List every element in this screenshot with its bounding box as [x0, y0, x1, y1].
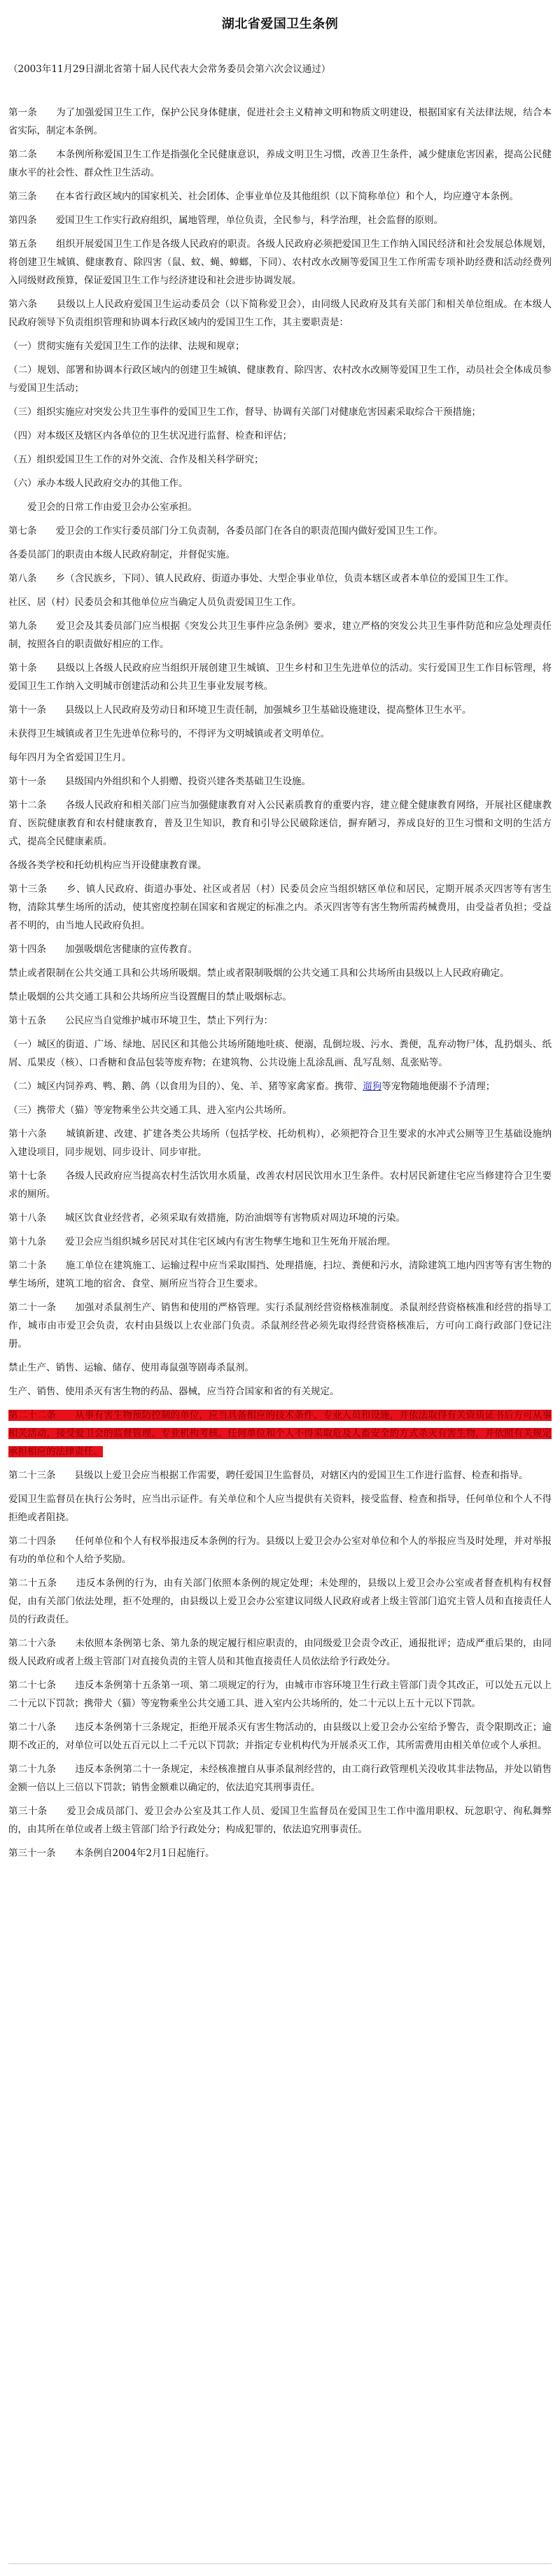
article-paragraph [8, 1101, 552, 1119]
paragraph-text: 第十三条 乡、镇人民政府、街道办事处、社区或者居（村）民委员会应当组织辖区单位和居民，定期开展杀灭四害等有害生物，清除其孳生场所的活动，使其密度控制在国家和省规定的标准之内。杀灭四害等有害生物所需药械费用，由受益者负担；受益者不明的，由当地人民政府负担。 [8, 884, 552, 931]
paragraph-text: 社区、居（村）民委员会和其他单位应当确定人员负责爱国卫生工作。 [8, 597, 302, 608]
article-paragraph [8, 211, 552, 229]
article-paragraph [8, 337, 552, 355]
paragraph-text: 未获得卫生城镇或者卫生先进单位称号的，不得评为文明城镇或者文明单位。 [8, 728, 330, 739]
article-paragraph [8, 1574, 552, 1629]
article-paragraph [8, 427, 552, 445]
paragraph-text: 第二十六条 未依照本条例第七条、第九条的规定履行相应职责的，由同级爱卫会责令改正，通报批评；造成严重后果的，由同级人民政府或者上级主管部门对直接负责的主管人员和其他直接责任人员依法给予行政处分。 [8, 1638, 552, 1667]
article-paragraph [8, 498, 552, 516]
paragraph-text: （一）贯彻实施有关爱国卫生工作的法律、法规和规章； [8, 341, 245, 352]
article-paragraph [8, 1760, 552, 1797]
paragraph-text: 各委员部门的职责由本级人民政府制定，并督促实施。 [8, 549, 235, 560]
paragraph-text: 第二十七条 违反本条例第十五条第一项、第二项规定的行为，由城市市容环境卫生行政主管部门责令其改正，可以处五元以上二十元以下罚款；携带犬（猫）等宠物乘坐公共交通工具、进入室内公共场所的，处二十元以上五十元以下罚款。 [8, 1680, 552, 1709]
article-paragraph [8, 964, 552, 982]
article-paragraph [8, 1012, 552, 1030]
paragraph-text: 第十九条 爱卫会应当组织城乡居民对其住宅区域内有害生物孳生地和卫生死角开展治理。 [8, 1236, 396, 1247]
paragraph-text: 第十六条 城镇新建、改建、扩建各类公共场所（包括学校、托幼机构），必须把符合卫生要求的水冲式公厕等卫生基础设施纳入建设项目，同步规划、同步设计、同步审批。 [8, 1128, 552, 1158]
paragraph-text: 第四条 爱国卫生工作实行政府组织，属地管理，单位负责，全民参与，科学治理，社会监督的原则。 [8, 215, 443, 226]
article-paragraph [8, 1233, 552, 1251]
paragraph-text: 禁止生产、销售、运输、储存、使用毒鼠强等剧毒杀鼠剂。 [8, 1362, 254, 1373]
article-paragraph [8, 1634, 552, 1671]
paragraph-text: （一）城区的街道、广场、绿地、居民区和其他公共场所随地吐痰、便溺，乱倒垃圾、污水、粪便，乱弃动物尸体，乱扔烟头、纸屑、瓜果皮（核）、口香糖和食品包装等废弃物；在建筑物、公共设施上乱涂乱画、乱写乱刻、乱张贴等。 [8, 1039, 552, 1068]
article-paragraph [8, 1718, 552, 1755]
article-paragraph [8, 940, 552, 958]
article-paragraph [8, 1359, 552, 1377]
paragraph-text: （四）对本级区及辖区内各单位的卫生状况进行监督、检查和评估； [8, 430, 292, 441]
paragraph-text: 第一条 为了加强爱国卫生工作，保护公民身体健康，促进社会主义精神文明和物质文明建设，根据国家有关法律法规，结合本省实际，制定本条例。 [8, 107, 552, 136]
paragraph-text: 第五条 组织开展爱国卫生工作是各级人民政府的职责。各级人民政府必须把爱国卫生工作纳入国民经济和社会发展总体规划，将创建卫生城镇、健康教育、除四害（鼠、蚊、蝇、蟑螂，下同）、农村改水改厕等爱国卫生工作所需专项补助经费和活动经费列入同级财政预算，保证爱国卫生工作与经济建设和社会进步协调发展。 [8, 239, 552, 286]
paragraph-text: 第七条 爱卫会的工作实行委员部门分工负责制，各委员部门在各自的职责范围内做好爱国卫生工作。 [8, 525, 443, 537]
paragraph-text: 第二十八条 违反本条例第十三条规定，拒绝开展杀灭有害生物活动的，由县级以上爱卫会办公室给予警告，责令限期改正；逾期不改正的，对单位可以处五百元以上二千元以下罚款；并指定专业机构代为开展杀灭工作，其所需费用由相关单位或个人承担。 [8, 1722, 552, 1751]
article-paragraph [8, 1298, 552, 1353]
document-title: 湖北省爱国卫生条例 [221, 17, 339, 31]
paragraph-text: （六）承办本级人民政府交办的其他工作。 [8, 478, 188, 489]
article-paragraph [8, 146, 552, 182]
paragraph-text: 各级各类学校和托幼机构应当开设健康教育课。 [8, 860, 207, 871]
article-paragraph [8, 796, 552, 851]
article-paragraph [8, 1382, 552, 1401]
paragraph-text: 第二十一条 加强对杀鼠剂生产、销售和使用的严格管理。实行杀鼠剂经营资格核准制度。杀鼠剂经营资格核准和经营的指导工作，城市由市爱卫会负责，农村由县级以上农业部门负责。杀鼠剂经营必须先取得经营资格核准后，方可向工商行政部门登记注册。 [8, 1302, 552, 1350]
paragraph-text: 禁止或者限制在公共交通工具和公共场所吸烟。禁止或者限制吸烟的公共交通工具和公共场所由县级以上人民政府确定。 [8, 968, 510, 979]
article-paragraph [8, 593, 552, 611]
article-paragraph [8, 1676, 552, 1713]
article-paragraph [8, 522, 552, 540]
article-paragraph [8, 1035, 552, 1072]
paragraph-text: 第六条 县级以上人民政府爱国卫生运动委员会（以下简称爱卫会），由同级人民政府及其有关部门和相关单位组成。在本级人民政府领导下负责组织管理和协调本行政区域内的爱国卫生工作，其主要职责是： [8, 299, 552, 328]
paragraph-text: 第十二条 各级人民政府和相关部门应当加强健康教育对入公民素质教育的重要内容，建立健全健康教育网络，开展社区健康教育、医院健康教育和农村健康教育，普及卫生知识，教育和引导公民破除迷信，摒弃陋习，养成良好的卫生习惯和文明的生活方式，提高全民健康素质。 [8, 800, 552, 847]
bottom-divider [8, 2563, 552, 2564]
inline-link[interactable]: 遛狗 [363, 1081, 382, 1092]
paragraph-text: （五）组织爱国卫生工作的对外交流、合作及相关科学研究； [8, 454, 264, 465]
article-paragraph [8, 659, 552, 695]
article-paragraph [8, 361, 552, 397]
article-paragraph [8, 1125, 552, 1161]
article-paragraph [8, 295, 552, 332]
article-paragraph [8, 569, 552, 588]
article-paragraph [8, 1167, 552, 1203]
article-paragraph [8, 104, 552, 140]
highlighted-text: 第二十二条 从事有害生物预防控制的单位，应当具备相应的技术条件、专业人员和设施，并依法取得有关资质证书后方可从事相关活动，接受爱卫会的监督管理、专业机构考核。任何单位和个人不得采取危及人畜安全的方式杀灭有害生物，并依照有关规定承担相应的法律责任。 [8, 1410, 552, 1457]
article-paragraph [8, 1466, 552, 1485]
paragraph-text: 每年四月为全省爱国卫生月。 [8, 752, 132, 763]
paragraph-text: 第二十九条 违反本条例第二十一条规定，未经核准擅自从事杀鼠剂经营的，由工商行政管理机关没收其非法物品，并处以销售金额一倍以上三倍以下罚款；销售金额难以确定的，依法追究其刑事责任。 [8, 1764, 552, 1793]
paragraph-text: 第十四条 加强吸烟危害健康的宣传教育。 [8, 944, 197, 955]
paragraph-text: 第三条 在本省行政区域内的国家机关、社会团体、企事业单位及其他组织（以下简称单位）和个人，均应遵守本条例。 [8, 191, 519, 202]
paragraph-text: 第十一条 县级以上人民政府及劳动日和环境卫生责任制，加强城乡卫生基础设施建设，提高整体卫生水平。 [8, 705, 472, 716]
document-body [8, 60, 552, 1862]
article-paragraph [8, 701, 552, 719]
article-paragraph [8, 725, 552, 743]
article-paragraph [8, 1077, 552, 1096]
paragraph-text: 第三十一条 本条例自2004年2月1日起施行。 [8, 1848, 215, 1859]
article-paragraph [8, 187, 552, 206]
paragraph-text: 第十一条 县级国内外组织和个人捐赠、投资兴建各类基础卫生设施。 [8, 776, 311, 787]
paragraph-text: 爱卫会的日常工作由爱卫会办公室承担。 [8, 502, 197, 513]
article-paragraph [8, 60, 552, 78]
paragraph-text: 爱国卫生监督员在执行公务时，应当出示证件。有关单位和个人应当提供有关资料，接受监督、检查和指导，任何单位和个人不得拒绝或者阻挠。 [8, 1494, 552, 1523]
article-paragraph [8, 988, 552, 1006]
article-paragraph [8, 1490, 552, 1527]
paragraph-text: （2003年11月29日湖北省第十届人民代表大会常务委员会第六次会议通过） [8, 64, 331, 75]
article-paragraph [8, 1406, 552, 1461]
article-paragraph [8, 1532, 552, 1569]
article-paragraph [8, 880, 552, 935]
paragraph-text: 等宠物随地便溺不予清理； [382, 1081, 496, 1092]
article-paragraph [8, 617, 552, 653]
paragraph-text: （二）城区内饲养鸡、鸭、鹅、鸽（以食用为目的）、兔、羊、猪等家禽家畜。携带、 [8, 1081, 363, 1092]
article-paragraph [8, 474, 552, 493]
paragraph-text: 生产、销售、使用杀灭有害生物的药品、器械，应当符合国家和省的有关规定。 [8, 1386, 340, 1397]
article-paragraph [8, 403, 552, 421]
paragraph-text: 禁止吸烟的公共交通工具和公共场所应当设置醒目的禁止吸烟标志。 [8, 991, 292, 1003]
paragraph-text: （二）规划、部署和协调本行政区域内的创建卫生城镇、健康教育、除四害、农村改水改厕等爱国卫生工作，动员社会全体成员参与爱国卫生活动； [8, 365, 552, 394]
paragraph-text: 第二十条 施工单位在建筑施工、运输过程中应当采取围挡、处理措施，扫垃、粪便和污水，清除建筑工地内四害等有害生物的孳生场所，建筑工地的宿舍、食堂、厕所应当符合卫生要求。 [8, 1260, 552, 1289]
paragraph-text: （三）携带犬（猫）等宠物乘坐公共交通工具、进入室内公共场所。 [8, 1105, 292, 1116]
article-paragraph [8, 1844, 552, 1862]
paragraph-text: 第十七条 各级人民政府应当提高农村生活饮用水质量，改善农村居民饮用水卫生条件。农村居民新建住宅应当修建符合卫生要求的厕所。 [8, 1170, 552, 1200]
article-paragraph [8, 546, 552, 564]
article-paragraph [8, 451, 552, 469]
article-paragraph [8, 1257, 552, 1293]
article-paragraph [8, 1802, 552, 1839]
paragraph-text: 第二十三条 县级以上爱卫会应当根据工作需要，聘任爱国卫生监督员，对辖区内的爱国卫生工作进行监督、检查和指导。 [8, 1470, 528, 1481]
paragraph-text: 第十条 县级以上各级人民政府应当组织开展创建卫生城镇、卫生乡村和卫生先进单位的活动。实行爱国卫生工作目标管理，将爱国卫生工作纳入文明城市创建活动和公共卫生事业发展考核。 [8, 663, 552, 692]
paragraph-text: 第八条 乡（含民族乡，下同）、镇人民政府、街道办事处、大型企事业单位，负责本辖区或者本单位的爱国卫生工作。 [8, 573, 514, 584]
article-paragraph [8, 856, 552, 875]
paragraph-text: 第九条 爱卫会及其委员部门应当根据《突发公共卫生事件应急条例》要求，建立严格的突发公共卫生事件防范和应急处理责任制，按照各自的职责做好相应的工作。 [8, 621, 552, 650]
paragraph-text: 第三十条 爱卫会成员部门、爱卫会办公室及其工作人员、爱国卫生监督员在爱国卫生工作中滥用职权、玩忽职守、徇私舞弊的，由其所在单位或者上级主管部门给予行政处分；构成犯罪的，依法追究刑事责任。 [8, 1806, 552, 1835]
paragraph-text: （三）组织实施应对突发公共卫生事件的爱国卫生工作，督导、协调有关部门对健康危害因素采取综合干预措施； [8, 406, 481, 418]
article-paragraph [8, 772, 552, 791]
paragraph-text: 第二十五条 违反本条例的行为，由有关部门依照本条例的规定处理；未处理的，县级以上爱卫会办公室或者督查机构有权督促，由有关部门依法处理，拒不处理的，由县级以上爱卫会办公室建议同级人民政府或者上级主管部门追究主管人员和直接责任人员的行政责任。 [8, 1578, 552, 1625]
paragraph-text: 第十五条 公民应当自觉维护城市环境卫生，禁止下列行为： [8, 1015, 273, 1026]
article-paragraph [8, 749, 552, 767]
paragraph-text: 第二条 本条例所称爱国卫生工作是指强化全民健康意识，养成文明卫生习惯，改善卫生条件，减少健康危害因素，提高公民健康水平的社会性、群众性卫生活动。 [8, 149, 552, 178]
article-paragraph [8, 1209, 552, 1227]
paragraph-text: 第十八条 城区饮食业经营者，必须采取有效措施，防治油烟等有害物质对周边环境的污染。 [8, 1212, 405, 1224]
paragraph-text: 第二十四条 任何单位和个人有权举报违反本条例的行为。县级以上爱卫会办公室对单位和个人的举报应当及时处理，并对举报有功的单位和个人给予奖励。 [8, 1536, 552, 1565]
article-paragraph [8, 235, 552, 290]
